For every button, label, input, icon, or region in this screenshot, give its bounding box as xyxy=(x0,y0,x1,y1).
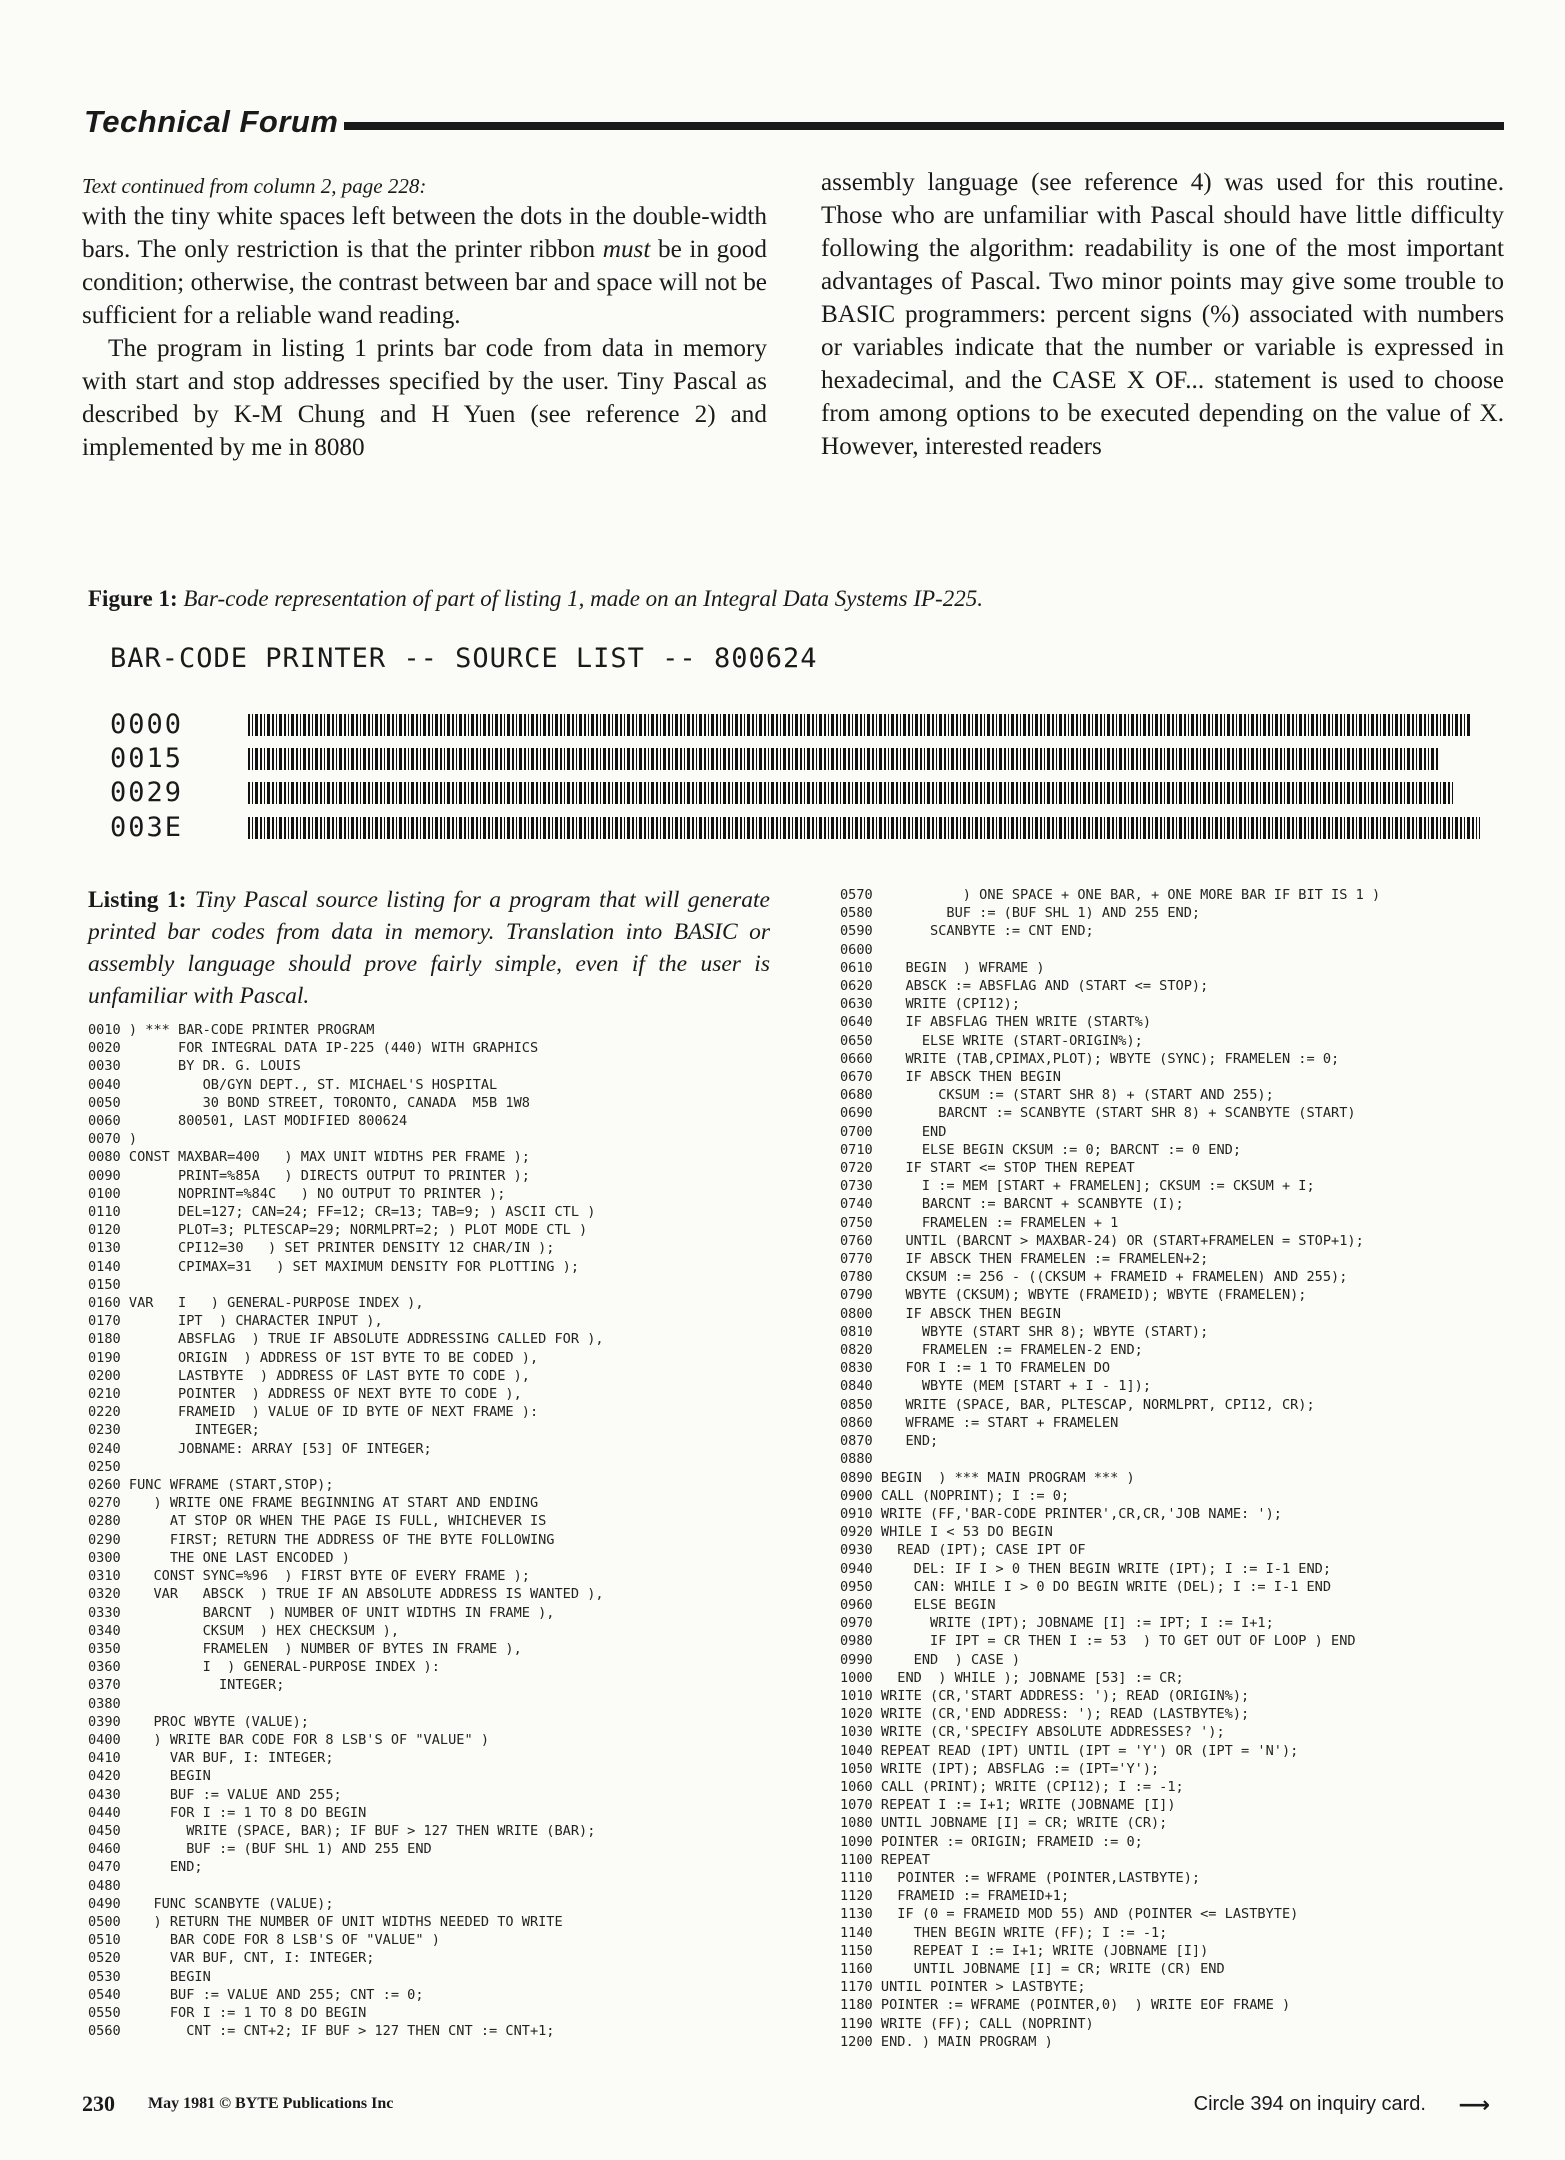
barcode-row-label: 0029 xyxy=(110,777,184,808)
section-title: Technical Forum xyxy=(84,104,344,140)
paragraph-1-text-a: with the tiny white spaces left between the dots in the double-width bars. The only restriction is that the printer ribbon xyxy=(82,203,767,263)
listing-caption-text: Tiny Pascal source listing for a program that will generate printed bar codes from data in memory. Translation into BASIC or assembly language should prove fairly simple, even if the user is unfamiliar with Pascal. xyxy=(88,887,770,1009)
barcode-stripes xyxy=(248,748,1438,770)
listing-caption xyxy=(88,884,770,1012)
barcode-title: BAR-CODE PRINTER -- SOURCE LIST -- 800624 xyxy=(110,643,818,674)
barcode-stripes xyxy=(248,817,1480,839)
page-footer xyxy=(82,2091,1512,2121)
barcode-stripes xyxy=(248,714,1470,736)
source-listing-left: 0010 ) *** BAR-CODE PRINTER PROGRAM 0020 FOR INTEGRAL DATA IP-225 (440) WITH GRAPHICS 0030 BY DR. G. LOUIS 0040 OB/GYN DEPT., ST. MICHAEL'S HOSPITAL 0050 30 BOND STREET, TORONTO, CANADA M5B 1W8 0060 800501, LAST MODIFIED 800624 0070 ) 0080 CONST MAXBAR=400 ) MAX UNIT WIDTHS PER FRAME ); 0090 PRINT=%85A ) DIRECTS OUTPUT TO PRINTER ); 0100 NOPRINT=%84C ) NO OUTPUT TO PRINTER ); 0110 DEL=127; CAN=24; FF=12; CR=13; TAB=9; ) ASCII CTL ) 0120 PLOT=3; PLTESCAP=29; NORMLPRT=2; ) PLOT MODE CTL ) 0130 CPI12=30 ) SET PRINTER DENSITY 12 CHAR/IN ); 0140 CPIMAX=31 ) SET MAXIMUM DENSITY FOR PLOTTING ); 0150 0160 VAR I ) GENERAL-PURPOSE INDEX ), 0170 IPT ) CHARACTER INPUT ), 0180 ABSFLAG ) TRUE IF ABSOLUTE ADDRESSING CALLED FOR ), 0190 ORIGIN ) ADDRESS OF 1ST BYTE TO BE CODED ), 0200 LASTBYTE ) ADDRESS OF LAST BYTE TO CODE ), 0210 POINTER ) ADDRESS OF NEXT BYTE TO CODE ), 0220 FRAMEID ) VALUE OF ID BYTE OF NEXT FRAME ): 0230 INTEGER; 0240 JOBNAME: ARRAY [53] OF INTEGER; 0250 0260 FUNC WFRAME (START,STOP); 0270 ) WRITE ONE FRAME BEGINNING AT START AND ENDING 0280 AT STOP OR WHEN THE PAGE IS FULL, WHICHEVER IS 0290 FIRST; RETURN THE ADDRESS OF THE BYTE FOLLOWING 0300 THE ONE LAST ENCODED ) 0310 CONST SYNC=%96 ) FIRST BYTE OF EVERY FRAME ); 0320 VAR ABSCK ) TRUE IF AN ABSOLUTE ADDRESS IS WANTED ), 0330 BARCNT ) NUMBER OF UNIT WIDTHS IN FRAME ), 0340 CKSUM ) HEX CHECKSUM ), 0350 FRAMELEN ) NUMBER OF BYTES IN FRAME ), 0360 I ) GENERAL-PURPOSE INDEX ): 0370 INTEGER; 0380 0390 PROC WBYTE (VALUE); 0400 ) WRITE BAR CODE FOR 8 LSB'S OF "VALUE" ) 0410 VAR BUF, I: INTEGER; 0420 BEGIN 0430 BUF := VALUE AND 255; 0440 FOR I := 1 TO 8 DO BEGIN 0450 WRITE (SPACE, BAR); IF BUF > 127 THEN WRITE (BAR); 0460 BUF := (BUF SHL 1) AND 255 END 0470 END; 0480 0490 FUNC SCANBYTE (VALUE); 0500 ) RETURN THE NUMBER OF UNIT WIDTHS NEEDED TO WRITE 0510 BAR CODE FOR 8 LSB'S OF "VALUE" ) 0520 VAR BUF, CNT, I: INTEGER; 0530 BEGIN 0540 BUF := VALUE AND 255; CNT := 0; 0550 FOR I := 1 TO 8 DO BEGIN 0560 CNT := CNT+2; IF BUF > 127 THEN CNT := CNT+1; xyxy=(88,1022,604,2040)
barcode-row-label: 0000 xyxy=(110,709,184,740)
figure-label: Figure 1: xyxy=(88,586,178,611)
figure-caption xyxy=(88,586,983,612)
page-number: 230 xyxy=(82,2091,115,2116)
left-text-column xyxy=(82,172,767,464)
figure-caption-text: Bar-code representation of part of listing 1, made on an Integral Data Systems IP-225. xyxy=(183,586,983,611)
paragraph-1 xyxy=(82,200,767,332)
paragraph-2: The program in listing 1 prints bar code from data in memory with start and stop addresses specified by the user. Tiny Pascal as described by K-M Chung and H Yuen (see reference 2) and implemented by me in 8080 xyxy=(82,335,767,461)
listing-label: Listing 1: xyxy=(88,887,187,913)
right-text-column xyxy=(821,166,1504,463)
section-header xyxy=(84,104,1504,144)
publication-line: May 1981 © BYTE Publications Inc xyxy=(148,2095,394,2112)
arrow-right-icon: ⟶ xyxy=(1458,2093,1490,2118)
barcode-row-label: 0015 xyxy=(110,743,184,774)
paragraph-1-text-b: be in good condition; otherwise, the contrast between bar and space will not be sufficient for a reliable wand reading. xyxy=(82,236,767,329)
continued-note: Text continued from column 2, page 228: xyxy=(82,174,427,198)
barcode-stripes xyxy=(248,782,1453,804)
paragraph-3: assembly language (see reference 4) was used for this routine. Those who are unfamiliar with Pascal should have little difficulty following the algorithm: readability is one of the most important advantages of Pascal. Two minor points may give some trouble to BASIC programmers: percent signs (%) associated with numbers or variables indicate that the number or variable is expressed in hexadecimal, and the CASE X OF... statement is used to choose from among options to be executed depending on the value of X. However, interested readers xyxy=(821,169,1504,460)
source-listing-right: 0570 ) ONE SPACE + ONE BAR, + ONE MORE BAR IF BIT IS 1 ) 0580 BUF := (BUF SHL 1) AND 255 END; 0590 SCANBYTE := CNT END; 0600 0610 BEGIN ) WFRAME ) 0620 ABSCK := ABSFLAG AND (START <= STOP); 0630 WRITE (CPI12); 0640 IF ABSFLAG THEN WRITE (START%) 0650 ELSE WRITE (START-ORIGIN%); 0660 WRITE (TAB,CPIMAX,PLOT); WBYTE (SYNC); FRAMELEN := 0; 0670 IF ABSCK THEN BEGIN 0680 CKSUM := (START SHR 8) + (START AND 255); 0690 BARCNT := SCANBYTE (START SHR 8) + SCANBYTE (START) 0700 END 0710 ELSE BEGIN CKSUM := 0; BARCNT := 0 END; 0720 IF START <= STOP THEN REPEAT 0730 I := MEM [START + FRAMELEN]; CKSUM := CKSUM + I; 0740 BARCNT := BARCNT + SCANBYTE (I); 0750 FRAMELEN := FRAMELEN + 1 0760 UNTIL (BARCNT > MAXBAR-24) OR (START+FRAMELEN = STOP+1); 0770 IF ABSCK THEN FRAMELEN := FRAMELEN+2; 0780 CKSUM := 256 - ((CKSUM + FRAMEID + FRAMELEN) AND 255); 0790 WBYTE (CKSUM); WBYTE (FRAMEID); WBYTE (FRAMELEN); 0800 IF ABSCK THEN BEGIN 0810 WBYTE (START SHR 8); WBYTE (START); 0820 FRAMELEN := FRAMELEN-2 END; 0830 FOR I := 1 TO FRAMELEN DO 0840 WBYTE (MEM [START + I - 1]); 0850 WRITE (SPACE, BAR, PLTESCAP, NORMLPRT, CPI12, CR); 0860 WFRAME := START + FRAMELEN 0870 END; 0880 0890 BEGIN ) *** MAIN PROGRAM *** ) 0900 CALL (NOPRINT); I := 0; 0910 WRITE (FF,'BAR-CODE PRINTER',CR,CR,'JOB NAME: '); 0920 WHILE I < 53 DO BEGIN 0930 READ (IPT); CASE IPT OF 0940 DEL: IF I > 0 THEN BEGIN WRITE (IPT); I := I-1 END; 0950 CAN: WHILE I > 0 DO BEGIN WRITE (DEL); I := I-1 END 0960 ELSE BEGIN 0970 WRITE (IPT); JOBNAME [I] := IPT; I := I+1; 0980 IF IPT = CR THEN I := 53 ) TO GET OUT OF LOOP ) END 0990 END ) CASE ) 1000 END ) WHILE ); JOBNAME [53] := CR; 1010 WRITE (CR,'START ADDRESS: '); READ (ORIGIN%); 1020 WRITE (CR,'END ADDRESS: '); READ (LASTBYTE%); 1030 WRITE (CR,'SPECIFY ABSOLUTE ADDRESSES? '); 1040 REPEAT READ (IPT) UNTIL (IPT = 'Y') OR (IPT = 'N'); 1050 WRITE (IPT); ABSFLAG := (IPT='Y'); 1060 CALL (PRINT); WRITE (CPI12); I := -1; 1070 REPEAT I := I+1; WRITE (JOBNAME [I]) 1080 UNTIL JOBNAME [I] = CR; WRITE (CR); 1090 POINTER := ORIGIN; FRAMEID := 0; 1100 REPEAT 1110 POINTER := WFRAME (POINTER,LASTBYTE); 1120 FRAMEID := FRAMEID+1; 1130 IF (0 = FRAMEID MOD 55) AND (POINTER <= LASTBYTE) 1140 THEN BEGIN WRITE (FF); I := -1; 1150 REPEAT I := I+1; WRITE (JOBNAME [I]) 1160 UNTIL JOBNAME [I] = CR; WRITE (CR) END 1170 UNTIL POINTER > LASTBYTE; 1180 POINTER := WFRAME (POINTER,0) ) WRITE EOF FRAME ) 1190 WRITE (FF); CALL (NOPRINT) 1200 END. ) MAIN PROGRAM ) xyxy=(840,887,1381,2050)
paragraph-1-emphasis: must xyxy=(602,236,651,263)
inquiry-note: Circle 394 on inquiry card. xyxy=(1193,2093,1426,2115)
barcode-row-label: 003E xyxy=(110,812,184,843)
